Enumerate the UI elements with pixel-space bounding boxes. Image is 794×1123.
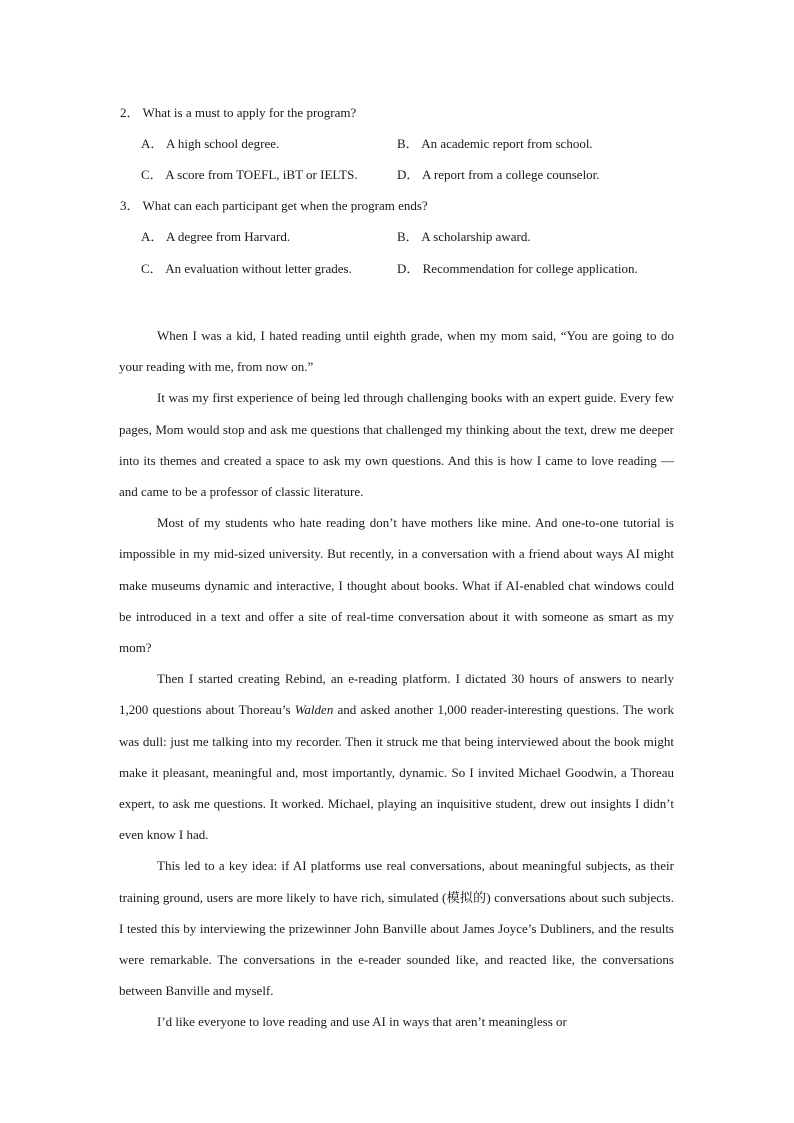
reading-passage (119, 320, 674, 1038)
passage-paragraph-1: When I was a kid, I hated reading until eighth grade, when my mom said, “You are going to do your reading with me, from now on.” (119, 328, 674, 375)
option-text: A scholarship award. (421, 229, 531, 244)
paragraph-text: and asked another 1,000 reader-interesting questions. The work was dull: just me talking into my recorder. Then it struck me that being interviewed about the book might make it pleasant, meaningful and, most importantly, dynamic. So I invited Michael Goodwin, a Thoreau expert, to ask me questions. It worked. Michael, playing an inquisitive student, drew out insights I didn’t even know I had. (119, 702, 674, 843)
question-3-option-d (397, 261, 638, 277)
option-text: An evaluation without letter grades. (165, 261, 352, 276)
passage-paragraph-3: Most of my students who hate reading don’t have mothers like mine. And one-to-one tutorial is impossible in my mid-sized university. But recently, in a conversation with a friend about ways AI might make museums dynamic and interactive, I thought about books. What if AI-enabled chat windows could be introduced in a text and offer a site of real-time conversation about it with someone as smart as my mom? (119, 515, 674, 656)
option-text: Recommendation for college application. (422, 261, 638, 276)
question-2 (120, 105, 356, 121)
option-text: A report from a college counselor. (421, 167, 600, 182)
book-title-walden: Walden (294, 702, 334, 718)
option-label: B． (397, 229, 419, 244)
question-3-option-b (397, 229, 531, 245)
passage-paragraph-5: This led to a key idea: if AI platforms use real conversations, about meaningful subjects, as their training ground, users are more likely to have rich, simulated (模拟的) conversations about such subjects. I tested this by interviewing the prizewinner John Banville about James Joyce’s Dubliners, and the results were remarkable. The conversations in the e-reader sounded like, and reacted like, the conversations between Banville and myself. (119, 858, 674, 999)
option-text: A score from TOEFL, iBT or IELTS. (165, 167, 358, 182)
question-text: What can each participant get when the program ends? (142, 198, 428, 213)
question-3-option-c (141, 261, 352, 277)
paragraph-text: Then I started creating Rebind, an e-reading platform. I dictated 30 hours of answers to nearly 1,200 questions about Thoreau’s (119, 671, 674, 718)
question-2-option-a (141, 136, 279, 152)
question-2-option-b (397, 136, 593, 152)
question-2-option-c (141, 167, 358, 183)
option-text: A high school degree. (165, 136, 280, 151)
passage-paragraph-4 (119, 663, 674, 850)
passage-paragraph-2: It was my first experience of being led through challenging books with an expert guide. Every few pages, Mom would stop and ask me questions that challenged my thinking about the text, drew me deeper into its themes and created a space to ask my own questions. And this is how I came to love reading — and came to be a professor of classic literature. (119, 390, 674, 500)
option-label: C． (141, 167, 163, 182)
question-2-option-d (397, 167, 600, 183)
question-number: 2． (120, 105, 140, 120)
question-3-option-a (141, 229, 290, 245)
option-text: A degree from Harvard. (165, 229, 291, 244)
question-3 (120, 198, 428, 214)
option-label: A． (141, 229, 164, 244)
question-text: What is a must to apply for the program? (142, 105, 357, 120)
option-label: D． (397, 167, 420, 182)
question-number: 3． (120, 198, 140, 213)
option-label: B． (397, 136, 419, 151)
option-label: C． (141, 261, 163, 276)
passage-paragraph-6: I’d like everyone to love reading and use AI in ways that aren’t meaningless or (157, 1014, 567, 1030)
option-label: A． (141, 136, 164, 151)
option-label: D． (397, 261, 420, 276)
option-text: An academic report from school. (421, 136, 593, 151)
